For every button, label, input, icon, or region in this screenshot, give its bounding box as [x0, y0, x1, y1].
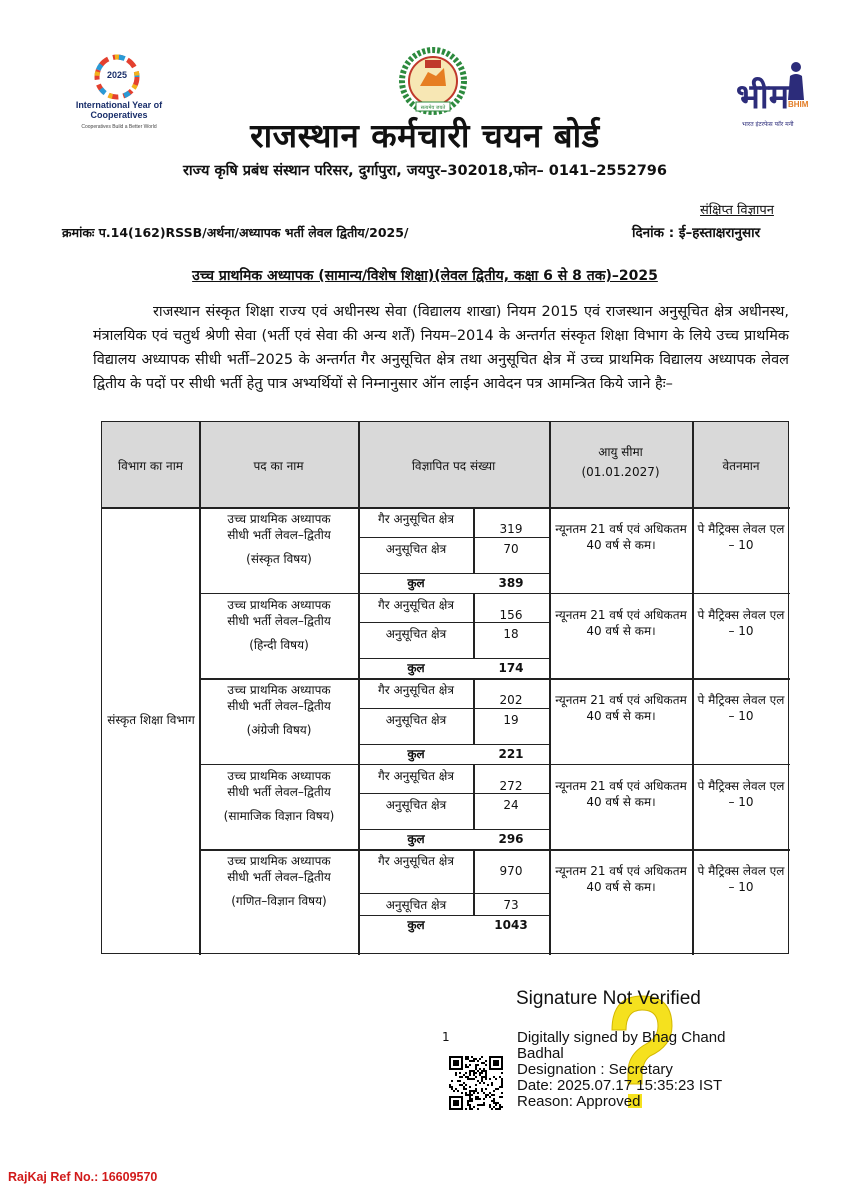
qr-code-icon — [449, 1056, 503, 1110]
age-limit: न्यूनतम 21 वर्ष एवं अधिकतम 40 वर्ष से कम। — [555, 522, 687, 552]
pay-scale: पे मैट्रिक्स लेवल एल – 10 — [697, 522, 785, 552]
table-rule — [549, 422, 551, 955]
reference-number: क्रमांकः प.14(162)RSSB/अर्थना/अध्यापक भर्ती लेवल द्वितीय/2025/ — [62, 225, 409, 240]
post-name-line: उच्च प्राथमिक अध्यापक — [227, 683, 331, 697]
board-title: राजस्थान कर्मचारी चयन बोर्ड — [250, 116, 600, 155]
table-rule — [358, 915, 549, 916]
post-name-line: सीधी भर्ती लेवल–द्वितीय — [227, 613, 331, 628]
post-subject: (संस्कृत विषय) — [246, 552, 312, 566]
age-limit: न्यूनतम 21 वर्ष एवं अधिकतम 40 वर्ष से कम। — [555, 693, 687, 723]
scheduled-label: अनुसूचित क्षेत्र — [385, 897, 447, 912]
pay-scale: पे मैट्रिक्स लेवल एल – 10 — [697, 607, 785, 638]
age-limit: न्यूनतम 21 वर्ष एवं अधिकतम 40 वर्ष से कम। — [555, 607, 687, 638]
total-label: कुल — [407, 661, 425, 675]
non-scheduled-count: 970 — [499, 864, 523, 878]
age-limit: न्यूनतम 21 वर्ष एवं अधिकतम 40 वर्ष से कम। — [555, 864, 687, 894]
pay-scale: पे मैट्रिक्स लेवल एल – 10 — [697, 864, 785, 894]
scheduled-label: अनुसूचित क्षेत्र — [385, 798, 447, 812]
total-label: कुल — [407, 917, 425, 932]
post-name-line: उच्च प्राथमिक अध्यापक — [227, 854, 331, 868]
post-name-line: सीधी भर्ती लेवल–द्वितीय — [227, 784, 331, 799]
header-pay: वेतनमान — [722, 459, 760, 473]
post-subject: (गणित–विज्ञान विषय) — [231, 894, 327, 908]
bhim-wordmark: भीम — [736, 77, 790, 117]
scheduled-label: अनुसूचित क्षेत्र — [385, 627, 447, 641]
pay-scale: पे मैट्रिक्स लेवल एल – 10 — [697, 693, 785, 723]
bhim-tagline: भारत इंटरफेस फॉर मनी — [742, 121, 794, 128]
header-age-date: (01.01.2027) — [581, 465, 660, 479]
notice-subject: उच्च प्राथमिक अध्यापक (सामान्य/विशेष शिक्षा)(लेवल द्वितीय, कक्षा 6 से 8 तक)–2025 — [192, 268, 658, 284]
post-name-line: सीधी भर्ती लेवल–द्वितीय — [227, 528, 331, 542]
board-address: राज्य कृषि प्रबंध संस्थान परिसर, दुर्गापुरा, जयपुर–302018,फोन– 0141–2552796 — [183, 163, 667, 179]
iyc-title: International Year of Cooperatives — [75, 100, 163, 120]
pay-scale: पे मैट्रिक्स लेवल एल – 10 — [697, 778, 785, 809]
post-name-line: उच्च प्राथमिक अध्यापक — [227, 768, 331, 783]
bhim-sub: BHIM — [788, 100, 809, 109]
page-number: 1 — [442, 1030, 450, 1044]
total-count: 389 — [498, 575, 524, 590]
post-subject: (अंग्रेजी विषय) — [246, 723, 312, 737]
post-subject: (सामाजिक विज्ञान विषय) — [223, 808, 335, 823]
post-name-line: सीधी भर्ती लेवल–द्वितीय — [227, 699, 331, 713]
total-count: 174 — [498, 661, 524, 675]
table-rule — [199, 678, 790, 680]
signature-line: Badhal — [517, 1045, 564, 1062]
non-scheduled-count: 272 — [499, 778, 523, 793]
scheduled-count: 24 — [503, 798, 519, 812]
total-count: 1043 — [494, 917, 528, 932]
non-scheduled-count: 156 — [499, 607, 523, 622]
scheduled-label: अनुसूचित क्षेत्र — [385, 712, 447, 727]
header-age: आयु सीमा — [598, 445, 643, 459]
non-scheduled-label: गैर अनुसूचित क्षेत्र — [377, 512, 455, 526]
scheduled-count: 19 — [503, 712, 519, 727]
scheduled-count: 18 — [503, 627, 519, 641]
notice-date: दिनांक : ई–हस्ताक्षरानुसार — [632, 225, 761, 241]
non-scheduled-label: गैर अनुसूचित क्षेत्र — [377, 597, 455, 612]
non-scheduled-label: गैर अनुसूचित क्षेत्र — [377, 854, 455, 868]
total-label: कुल — [407, 575, 425, 590]
header-count: विज्ञापित पद संख्या — [411, 459, 496, 473]
department-name: संस्कृत शिक्षा विभाग — [107, 713, 195, 727]
table-rule — [692, 422, 694, 955]
iyc-tagline: Cooperatives Build a Better World — [81, 124, 157, 130]
post-name-line: सीधी भर्ती लेवल–द्वितीय — [227, 870, 331, 884]
total-label: कुल — [407, 746, 425, 761]
signature-line: Reason: Approved — [517, 1093, 641, 1110]
total-count: 296 — [498, 832, 524, 846]
rajkaj-reference: RajKaj Ref No.: 16609570 — [8, 1170, 158, 1184]
header-post: पद का नाम — [253, 459, 304, 473]
table-rule — [358, 573, 549, 574]
signature-line: Digitally signed by Bhag Chand — [517, 1029, 726, 1046]
post-name-line: उच्च प्राथमिक अध्यापक — [227, 597, 331, 612]
table-rule — [199, 422, 201, 955]
non-scheduled-count: 319 — [499, 522, 523, 536]
non-scheduled-label: गैर अनुसूचित क्षेत्र — [377, 768, 455, 783]
signature-line: Date: 2025.07.17 15:35:23 IST — [517, 1077, 723, 1094]
scheduled-count: 70 — [503, 541, 519, 556]
emblem-motto: सत्यमेव जयते — [420, 105, 446, 111]
age-limit: न्यूनतम 21 वर्ष एवं अधिकतम 40 वर्ष से कम। — [555, 778, 687, 809]
non-scheduled-count: 202 — [499, 693, 523, 707]
vacancy-table — [101, 421, 789, 954]
table-rule — [358, 744, 549, 745]
signature-status: Signature Not Verified — [516, 988, 701, 1009]
signature-details — [517, 1030, 725, 1110]
total-count: 221 — [498, 746, 524, 761]
post-subject: (हिन्दी विषय) — [249, 637, 309, 652]
notice-paragraph: राजस्थान संस्कृत शिक्षा राज्य एवं अधीनस्थ सेवा (विद्यालय शाखा) नियम 2015 एवं राजस्थान अनुसूचित क्षेत्र अधीनस्थ, मंत्रालयिक एवं चतुर्थ श्रेणी सेवा (भर्ती एवं सेवा की अन्य शर्तें) नियम–2014 के अन्तर्गत संस्कृत शिक्षा विभाग के लिये उच्च प्राथमिक विद्यालय अध्यापक सीधी भर्ती–2025 के अन्तर्गत गैर अनुसूचित क्षेत्र तथा अनुसूचित क्षेत्र में उच्च प्राथमिक विद्यालय अध्यापक लेवल द्वितीय के पदों पर सीधी भर्ती हेतु पात्र अभ्यर्थियों से निम्नानुसार ऑन लाईन आवेदन पत्र आमन्त्रित किये जाने हैः– — [93, 304, 789, 392]
non-scheduled-label: गैर अनुसूचित क्षेत्र — [377, 683, 455, 697]
brief-advertisement-label: संक्षिप्त विज्ञापन — [700, 203, 774, 218]
signature-line: Designation : Secretary — [517, 1061, 673, 1078]
table-rule — [199, 593, 790, 595]
post-name-line: उच्च प्राथमिक अध्यापक — [227, 512, 331, 526]
table-rule — [358, 658, 549, 659]
iyc-year: 2025 — [106, 70, 128, 80]
table-rule — [199, 764, 790, 766]
table-rule — [199, 849, 790, 851]
table-rule — [358, 893, 549, 894]
rssb-emblem-icon — [398, 46, 468, 116]
total-label: कुल — [407, 832, 425, 846]
table-rule — [358, 829, 549, 830]
scheduled-label: अनुसूचित क्षेत्र — [385, 541, 447, 556]
scheduled-count: 73 — [503, 897, 519, 912]
header-dept: विभाग का नाम — [118, 459, 183, 473]
table-rule — [102, 507, 790, 509]
